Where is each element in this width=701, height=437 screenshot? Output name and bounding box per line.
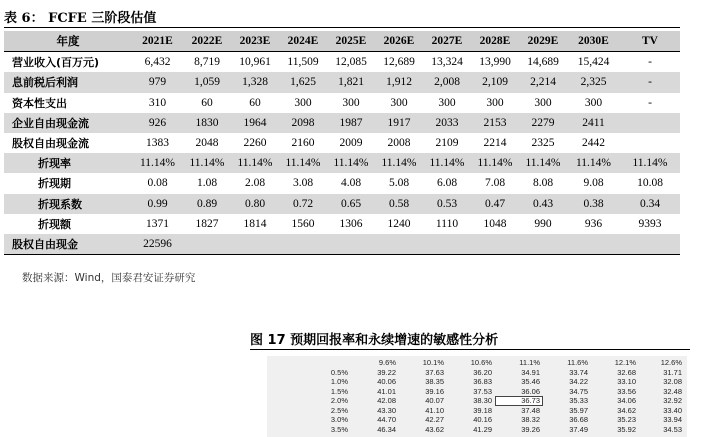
table-cell: 300 <box>294 96 312 109</box>
table-cell: 0.80 <box>231 194 279 214</box>
sensitivity-cell: 36.68 <box>569 415 588 424</box>
sensitivity-cell: 31.71 <box>663 367 682 377</box>
row-label: 折现额 <box>38 217 71 231</box>
table-cell: 6.08 <box>436 177 458 190</box>
table-cell: 1917 <box>375 113 423 133</box>
table-cell: 14,689 <box>527 56 559 69</box>
row-label: 折现期 <box>38 177 71 191</box>
sensitivity-cell: 39.18 <box>473 405 492 415</box>
sensitivity-cell: 34.53 <box>663 424 682 434</box>
sensitivity-cell: 33.40 <box>663 405 682 415</box>
table-cell: 1,059 <box>183 72 231 92</box>
figure-title-rule <box>250 349 690 350</box>
sensitivity-cell: 39.22 <box>377 367 396 377</box>
table-cell: 11.14% <box>375 153 423 173</box>
sensitivity-row <box>267 377 685 387</box>
table-cell: 10,961 <box>239 56 271 69</box>
table-cell: 8.08 <box>532 177 554 190</box>
sensitivity-cell: 34.22 <box>569 377 588 386</box>
sensitivity-row-label: 2.5% <box>330 405 348 415</box>
table-row <box>4 214 680 234</box>
sensitivity-cell: 43.30 <box>377 405 396 415</box>
table-cell: 300 <box>342 96 360 109</box>
header-year-cell: 2026E <box>375 31 423 52</box>
sensitivity-row <box>267 406 685 416</box>
table-cell: 2442 <box>582 137 605 150</box>
sensitivity-cell: 41.29 <box>473 424 492 434</box>
table-cell: 990 <box>534 217 552 230</box>
table-cell: 0.53 <box>423 194 471 214</box>
table-cell: 2,008 <box>423 72 471 92</box>
table-cell: 15,424 <box>577 56 610 69</box>
sensitivity-cell: 38.32 <box>521 415 540 424</box>
table-cell: 11.14% <box>132 153 183 173</box>
table-cell: 11.14% <box>423 153 471 173</box>
table-cell <box>620 113 680 133</box>
table-cell: 3.08 <box>292 177 314 190</box>
row-label: 股权自由现金流 <box>12 137 89 151</box>
header-year-cell: TV <box>620 31 680 52</box>
table-6-title: 表 6： FCFE 三阶段估值 <box>4 11 157 26</box>
table-cell <box>471 234 519 255</box>
table-cell: 0.65 <box>327 194 375 214</box>
table-cell: 300 <box>486 96 504 109</box>
sensitivity-cell: 35.97 <box>569 405 588 415</box>
sensitivity-cell: 46.34 <box>377 424 396 434</box>
sensitivity-corner-cell <box>267 358 351 368</box>
table-cell: 1814 <box>243 217 267 230</box>
table-row <box>4 234 680 255</box>
table-cell: 4.08 <box>340 177 362 190</box>
sensitivity-col-header: 10.6% <box>470 358 492 367</box>
table-cell: 0.08 <box>147 177 168 190</box>
header-year-cell: 2029E <box>519 31 567 52</box>
table-cell <box>375 234 423 255</box>
table-cell: 1830 <box>183 113 231 133</box>
sensitivity-col-header: 11.6% <box>567 358 588 367</box>
table-cell: 12,689 <box>383 56 415 69</box>
table-cell: 1.08 <box>196 177 218 190</box>
table-cell <box>567 234 620 255</box>
sensitivity-cell: 34.06 <box>617 396 636 405</box>
table-cell: 60 <box>201 96 213 109</box>
table-cell: 1371 <box>146 217 169 230</box>
table-cell: 926 <box>132 113 183 133</box>
sensitivity-cell: 44.70 <box>377 415 396 424</box>
table-cell: 2048 <box>195 137 219 150</box>
table-cell: 11.14% <box>519 153 567 173</box>
table-cell: 22596 <box>132 234 183 255</box>
header-year-cell: 2021E <box>132 31 183 52</box>
table-cell: 11.14% <box>327 153 375 173</box>
table-row <box>4 113 680 133</box>
sensitivity-cell: 39.16 <box>425 386 444 396</box>
sensitivity-cell: 32.48 <box>663 386 682 396</box>
table-cell <box>327 234 375 255</box>
header-year-cell: 2023E <box>231 31 279 52</box>
sensitivity-row <box>267 415 685 425</box>
row-label: 折现系数 <box>4 194 132 214</box>
table-cell: 300 <box>390 96 408 109</box>
sensitivity-cell: 37.63 <box>425 367 444 377</box>
sensitivity-cell: 32.92 <box>663 396 682 405</box>
table-cell: 0.47 <box>471 194 519 214</box>
table-row <box>4 194 680 214</box>
sensitivity-row-label: 1.5% <box>330 386 348 396</box>
sensitivity-cell: 34.62 <box>617 405 636 415</box>
table-cell: 9.08 <box>583 177 604 190</box>
sensitivity-cell: 33.56 <box>617 386 636 396</box>
sensitivity-cell: 42.27 <box>425 415 444 424</box>
header-label-cell: 年度 <box>4 31 132 52</box>
table-cell: 0.89 <box>183 194 231 214</box>
table-cell: 1964 <box>231 113 279 133</box>
table-cell: - <box>620 72 680 92</box>
row-label: 企业自由现金流 <box>4 113 132 133</box>
sensitivity-col-header: 9.6% <box>378 358 396 367</box>
table-cell: 2,325 <box>567 72 620 92</box>
sensitivity-row-label: 3.0% <box>330 415 348 424</box>
table-cell: 6,432 <box>144 56 171 69</box>
figure-17-title: 图 17 预期回报率和永续增速的敏感性分析 <box>250 333 499 348</box>
row-label: 股权自由现金 <box>4 234 132 255</box>
sensitivity-cell: 33.94 <box>663 415 682 424</box>
sensitivity-cell: 42.08 <box>377 396 396 405</box>
table-cell: 2,109 <box>471 72 519 92</box>
row-label: 资本性支出 <box>12 96 67 110</box>
sensitivity-cell: 38.30 <box>473 396 492 405</box>
sensitivity-col-header: 10.1% <box>422 358 444 367</box>
table-cell: 10.08 <box>637 177 663 190</box>
header-year-cell: 2025E <box>327 31 375 52</box>
sensitivity-row <box>267 396 685 406</box>
table-cell: 0.34 <box>620 194 680 214</box>
table-cell: 0.99 <box>132 194 183 214</box>
row-label: 营业收入(百万元) <box>12 56 100 70</box>
table-cell: 2033 <box>423 113 471 133</box>
table-cell: 300 <box>534 96 552 109</box>
table-cell: 8,719 <box>194 56 220 69</box>
sensitivity-row-label: 2.0% <box>330 396 348 405</box>
sensitivity-cell: 36.83 <box>473 377 492 386</box>
table-cell <box>183 234 231 255</box>
sensitivity-cell: 35.23 <box>617 415 636 424</box>
sensitivity-cell: 35.46 <box>521 377 540 386</box>
sensitivity-row <box>267 425 685 435</box>
table-cell: 2279 <box>519 113 567 133</box>
sensitivity-cell: 36.20 <box>473 367 492 377</box>
header-year-cell: 2024E <box>279 31 327 52</box>
table-cell: 60 <box>249 96 261 109</box>
table-cell: 1,328 <box>231 72 279 92</box>
sensitivity-col-header: 12.6% <box>660 358 682 367</box>
sensitivity-cell: 40.07 <box>425 396 444 405</box>
table-cell: 0.72 <box>279 194 327 214</box>
table-cell: 1827 <box>195 217 219 230</box>
sensitivity-cell: 33.10 <box>617 377 636 386</box>
table-cell: 1,625 <box>279 72 327 92</box>
sensitivity-cell: 37.53 <box>473 386 492 396</box>
sensitivity-cell: 33.74 <box>569 367 588 377</box>
table-cell: 1306 <box>339 217 363 230</box>
table-row <box>4 153 680 173</box>
table-cell: 2008 <box>387 137 411 150</box>
table-cell: 1048 <box>483 217 507 230</box>
table-cell <box>620 234 680 255</box>
sensitivity-cell: 35.33 <box>569 396 588 405</box>
table-cell: 2,214 <box>519 72 567 92</box>
table-cell: 11.14% <box>567 153 620 173</box>
table-cell: 0.38 <box>567 194 620 214</box>
table-cell: 300 <box>584 96 603 109</box>
table-cell: 1987 <box>327 113 375 133</box>
table-cell: 979 <box>132 72 183 92</box>
table-top-rule <box>4 27 680 28</box>
sensitivity-header-row <box>267 358 685 368</box>
sensitivity-row <box>267 387 685 397</box>
table-cell: 9393 <box>638 217 662 230</box>
table-header-row <box>4 31 680 52</box>
table-cell: - <box>648 56 652 69</box>
table-cell <box>231 234 279 255</box>
sensitivity-cell: 37.48 <box>521 405 540 415</box>
table-cell: 11.14% <box>231 153 279 173</box>
table-cell: 1110 <box>435 217 459 230</box>
sensitivity-row-label: 1.0% <box>330 377 348 386</box>
sensitivity-row-label: 0.5% <box>330 367 348 377</box>
sensitivity-cell: 35.92 <box>617 424 636 434</box>
sensitivity-col-header: 12.1% <box>614 358 636 367</box>
sensitivity-cell: 34.75 <box>569 386 588 396</box>
sensitivity-cell: 32.68 <box>617 367 636 377</box>
table-cell: - <box>648 96 652 109</box>
table-cell: 11.14% <box>471 153 519 173</box>
sensitivity-cell: 39.26 <box>521 424 540 434</box>
table-source-note: 数据来源：Wind，国泰君安证券研究 <box>22 272 196 284</box>
table-cell <box>620 133 680 153</box>
sensitivity-table <box>267 358 685 434</box>
header-year-cell: 2027E <box>423 31 471 52</box>
table-row <box>4 52 680 73</box>
sensitivity-cell: 41.10 <box>425 405 444 415</box>
table-cell: 2411 <box>567 113 620 133</box>
table-cell <box>519 234 567 255</box>
table-cell: 5.08 <box>388 177 410 190</box>
header-year-cell: 2028E <box>471 31 519 52</box>
sensitivity-row-label: 3.5% <box>330 424 348 434</box>
sensitivity-highlight-cell: 36.73 <box>495 396 543 406</box>
table-row <box>4 72 680 92</box>
table-cell: 2153 <box>471 113 519 133</box>
table-cell: 2260 <box>243 137 267 150</box>
row-label: 折现率 <box>4 153 132 173</box>
table-cell: 2009 <box>339 137 363 150</box>
header-year-cell: 2022E <box>183 31 231 52</box>
table-cell <box>423 234 471 255</box>
table-cell: 12,085 <box>335 56 367 69</box>
table-cell: 2.08 <box>244 177 266 190</box>
table-cell: 11,509 <box>287 56 319 69</box>
table-row <box>4 133 680 153</box>
sensitivity-cell: 36.06 <box>521 386 540 396</box>
sensitivity-cell: 37.49 <box>569 424 588 434</box>
table-cell: 1383 <box>146 137 169 150</box>
table-cell: 13,324 <box>431 56 463 69</box>
header-year-cell: 2030E <box>567 31 620 52</box>
table-cell: 1240 <box>387 217 411 230</box>
table-cell: 2214 <box>483 137 507 150</box>
table-cell: 11.14% <box>279 153 327 173</box>
table-cell: 1,912 <box>375 72 423 92</box>
table-cell: 300 <box>438 96 456 109</box>
table-cell: 310 <box>148 96 167 109</box>
sensitivity-cell: 38.35 <box>425 377 444 386</box>
table-cell: 2098 <box>279 113 327 133</box>
sensitivity-cell: 34.91 <box>521 367 540 377</box>
table-cell: 0.58 <box>375 194 423 214</box>
table-row <box>4 93 680 113</box>
sensitivity-cell: 40.06 <box>377 377 396 386</box>
table-cell: 7.08 <box>484 177 506 190</box>
sensitivity-cell: 43.62 <box>425 424 444 434</box>
sensitivity-col-header: 11.1% <box>519 358 540 367</box>
sensitivity-cell: 32.08 <box>663 377 682 386</box>
table-cell: 11.14% <box>620 153 680 173</box>
table-cell: 936 <box>584 217 603 230</box>
table-cell: 2109 <box>435 137 459 150</box>
sensitivity-cell: 40.16 <box>473 415 492 424</box>
fcfe-valuation-table <box>4 31 680 255</box>
table-cell <box>279 234 327 255</box>
sensitivity-cell: 41.01 <box>377 386 396 396</box>
table-cell: 2325 <box>531 137 555 150</box>
table-cell: 2160 <box>291 137 315 150</box>
table-cell: 1,821 <box>327 72 375 92</box>
table-row <box>4 173 680 193</box>
table-cell: 11.14% <box>183 153 231 173</box>
row-label: 息前税后利润 <box>4 72 132 92</box>
table-cell: 13,990 <box>479 56 511 69</box>
sensitivity-row <box>267 368 685 378</box>
table-cell: 0.43 <box>519 194 567 214</box>
table-cell: 1560 <box>291 217 315 230</box>
